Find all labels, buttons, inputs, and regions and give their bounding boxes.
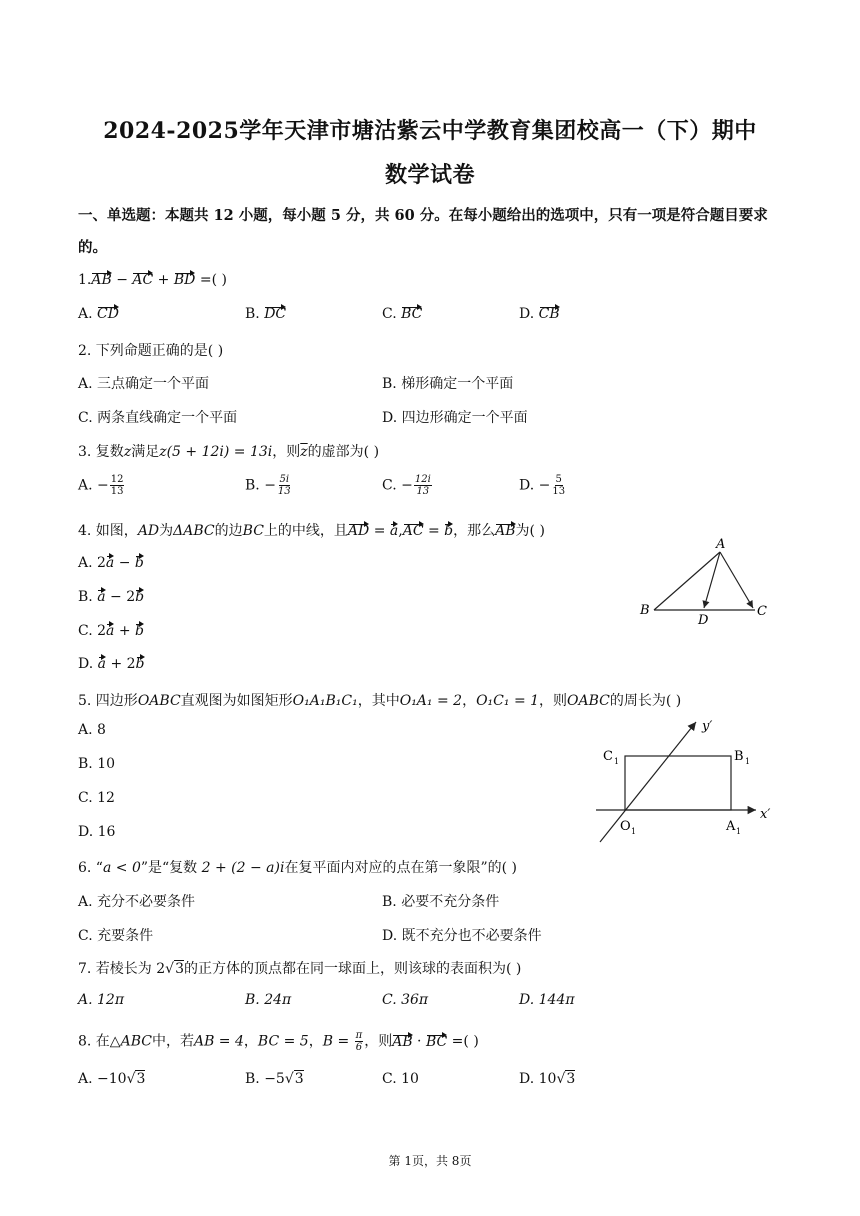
- q4-post: 为( ): [515, 523, 545, 539]
- q4-c-vec-b: b: [135, 623, 144, 639]
- q8-option-b: [245, 1071, 304, 1087]
- q8-angle-b: B =: [322, 1033, 354, 1050]
- q8-vec-ab: AB: [392, 1033, 413, 1050]
- q3-a-den: 13: [110, 486, 124, 497]
- q8-a-pre: A. −10: [78, 1071, 127, 1087]
- q6-option-b: B. 必要不充分条件: [382, 894, 500, 910]
- q5-mid3: ，则: [539, 693, 568, 709]
- q3-b-num: 5i: [279, 474, 290, 485]
- q4-mid2: 的边: [214, 523, 243, 539]
- q4-c-vec-a: a: [106, 623, 115, 639]
- q4-fig-vec-ad: [704, 552, 720, 608]
- q7-option-b: B. 24π: [245, 992, 292, 1008]
- q8-abc: ABC: [120, 1033, 152, 1050]
- q7-pre: 7. 若棱长为 2: [78, 961, 166, 977]
- q4-a-vec-b: b: [134, 555, 144, 571]
- q4-eq2: =: [423, 523, 445, 539]
- q2-option-d: D. 四边形确定一个平面: [382, 410, 528, 426]
- q5-rect: O₁A₁B₁C₁: [292, 693, 358, 709]
- q4-option-d: [78, 656, 145, 672]
- q5-oabc: OABC: [137, 693, 181, 709]
- q3-option-d: [519, 474, 567, 497]
- q8-d-pre: D. 10: [519, 1071, 557, 1087]
- q5-mid2: ，其中: [357, 693, 400, 709]
- q3-c-den: 13: [416, 486, 430, 497]
- q1-d-vec: CB: [538, 306, 560, 322]
- question-1-stem: [78, 272, 227, 288]
- q5-option-d: D. 16: [78, 824, 116, 840]
- q8-vec-bc: BC: [425, 1033, 448, 1050]
- q5-fig-sub-b1: 1: [745, 757, 751, 766]
- q4-b-vec-b: b: [135, 589, 145, 605]
- q4-vec-a: a: [389, 523, 399, 539]
- q6-mid: ”是“复数: [140, 860, 202, 876]
- q8-frac: [355, 1030, 364, 1053]
- title-line-2: 数学试卷: [384, 162, 475, 188]
- q4-option-b: [78, 589, 144, 605]
- q1-d-label: D.: [519, 306, 535, 322]
- q1-option-c: [382, 306, 422, 322]
- q6-pre: 6. “: [78, 860, 103, 876]
- q5-fig-label-o1: O: [620, 819, 631, 834]
- q4-bc: BC: [242, 523, 264, 539]
- q5-post: 的周长为( ): [609, 693, 682, 709]
- q4-b-vec-a: a: [97, 589, 106, 605]
- q3-equation: z(5 + 12i) = 13i: [159, 444, 273, 460]
- q3-c-frac: [414, 474, 432, 497]
- section-1-heading-cont: 的。: [78, 239, 107, 256]
- q8-d-sqrt: √3: [556, 1071, 576, 1087]
- q4-b-op: − 2: [105, 589, 136, 605]
- q3-d-frac: [551, 474, 566, 497]
- q7-radicand: 3: [175, 961, 185, 977]
- q4-b-label: B.: [78, 589, 98, 605]
- q8-option-d: [519, 1071, 575, 1087]
- q4-option-c: [78, 623, 144, 639]
- q8-ab: AB = 4: [193, 1033, 244, 1050]
- q3-b-label: B. −: [245, 477, 276, 494]
- q4-fig-label-c: C: [757, 604, 767, 619]
- q3-z-bar: $\overline{z}$: [300, 444, 308, 460]
- title-line-1: 2024-2025学年天津市塘沽紫云中学教育集团校高一（下）期中: [103, 118, 757, 144]
- question-2-stem: 2. 下列命题正确的是( ): [78, 343, 224, 359]
- q5-rectangle-figure: [590, 714, 790, 844]
- q1-minus: −: [111, 272, 133, 288]
- q8-d-radicand: 3: [566, 1071, 576, 1087]
- q3-z: z: [123, 444, 132, 460]
- q5-option-c: C. 12: [78, 790, 115, 806]
- q8-post: =( ): [447, 1033, 479, 1050]
- q5-sep: ，: [462, 693, 477, 709]
- q8-pre: 8. 在△: [78, 1033, 121, 1050]
- q1-number: 1.: [78, 272, 92, 288]
- q3-d-num: 5: [555, 474, 562, 485]
- q5-mid1: 直观图为如图矩形: [180, 693, 293, 709]
- q5-fig-y-axis: [600, 722, 696, 842]
- q6-option-c: C. 充要条件: [78, 928, 154, 944]
- q1-b-vec: DC: [264, 306, 287, 322]
- q5-fig-label-a1: A: [726, 819, 736, 834]
- q3-mid: 满足: [131, 444, 160, 460]
- q5-pre: 5. 四边形: [78, 693, 138, 709]
- q4-fig-label-b: B: [640, 603, 650, 618]
- q8-mid1: 中，若: [151, 1033, 194, 1050]
- q4-fig-label-a: A: [716, 537, 726, 552]
- q5-option-b: B. 10: [78, 756, 116, 772]
- q1-vec-ab: AB: [91, 272, 112, 288]
- q3-c-label: C. −: [382, 477, 413, 494]
- q4-d-op: + 2: [106, 656, 136, 672]
- q5-fig-sub-c1: 1: [614, 757, 620, 766]
- q4-c-label: C. 2: [78, 623, 107, 639]
- q3-pre: 3. 复数: [78, 444, 124, 460]
- q3-d-den: 13: [552, 486, 566, 497]
- q4-mid4: ，那么: [453, 523, 496, 539]
- q7-option-d: D. 144π: [519, 992, 575, 1008]
- q4-d-vec-b: b: [135, 656, 145, 672]
- q8-dot: ·: [412, 1033, 426, 1050]
- q5-cond1: O₁A₁ = 2: [399, 693, 463, 709]
- q7-post: 的正方体的顶点都在同一球面上，则该球的表面积为( ): [184, 961, 522, 977]
- q4-vec-ad: AD: [347, 523, 370, 539]
- q8-mid2: ，则: [364, 1033, 393, 1050]
- q5-fig-label-b1: B: [734, 749, 744, 764]
- q5-fig-sub-o1: 1: [631, 827, 637, 836]
- q1-option-d: [519, 306, 560, 322]
- q4-fig-side-ab: [654, 552, 720, 610]
- q4-d-label: D.: [78, 656, 98, 672]
- q3-mid2: ，则: [272, 444, 301, 460]
- q8-a-radicand: 3: [136, 1071, 146, 1087]
- page-footer: 第 1页，共 8页: [388, 1154, 472, 1168]
- q8-frac-num: π: [355, 1030, 363, 1041]
- q4-a-vec-a: a: [105, 555, 115, 571]
- q1-c-label: C.: [382, 306, 397, 322]
- q3-option-c: [382, 474, 433, 497]
- q4-triangle-figure: [636, 536, 776, 628]
- q3-b-frac: [277, 474, 292, 497]
- q8-frac-den: 6: [355, 1042, 363, 1053]
- q4-option-a: [78, 555, 144, 571]
- q1-option-b: [245, 306, 286, 322]
- q1-b-label: B.: [245, 306, 260, 322]
- q4-a-op: −: [114, 555, 135, 571]
- q3-b-den: 13: [277, 486, 291, 497]
- q3-c-num: 12i: [414, 474, 431, 485]
- q4-comma: ,: [398, 523, 403, 539]
- q4-vec-ab: AB: [495, 523, 516, 539]
- q4-vec-ac: AC: [402, 523, 424, 539]
- q5-cond2: O₁C₁ = 1: [476, 693, 540, 709]
- q5-fig-rectangle: [625, 756, 731, 810]
- q8-sep2: ，: [308, 1033, 323, 1050]
- section-1-heading: 一、单选题：本题共 12 小题，每小题 5 分，共 60 分。在每小题给出的选项中，只有一项是符合题目要求: [78, 207, 768, 224]
- q6-option-a: A. 充分不必要条件: [78, 894, 196, 910]
- q8-bc: BC = 5: [257, 1033, 309, 1050]
- q8-b-pre: B. −5: [245, 1071, 285, 1087]
- q1-plus: +: [153, 272, 174, 288]
- q3-a-frac: [110, 474, 125, 497]
- q8-b-sqrt: √3: [284, 1071, 304, 1087]
- q7-sqrt: √3: [165, 961, 185, 977]
- q1-a-label: A.: [78, 306, 93, 322]
- q2-option-b: B. 梯形确定一个平面: [382, 376, 514, 392]
- q4-triangle: ΔABC: [173, 523, 215, 539]
- q6-expression: 2 + (2 − a)i: [201, 860, 285, 876]
- q4-mid3: 上的中线，且: [263, 523, 348, 539]
- q6-post: 在复平面内对应的点在第一象限”的( ): [284, 860, 517, 876]
- q3-post: 的虚部为( ): [307, 444, 380, 460]
- q4-a-label: A. 2: [78, 555, 106, 571]
- q8-option-a: [78, 1071, 145, 1087]
- question-4-stem: [78, 520, 545, 540]
- q1-a-vec: CD: [97, 306, 119, 322]
- q4-d-vec-a: a: [97, 656, 106, 672]
- question-7-stem: [78, 958, 521, 978]
- q1-vec-ac: AC: [132, 272, 154, 288]
- q1-tail: =( ): [195, 272, 227, 288]
- q4-eq1: =: [369, 523, 390, 539]
- q2-option-c: C. 两条直线确定一个平面: [78, 410, 238, 426]
- q4-mid1: 为: [159, 523, 174, 539]
- question-5-stem: [78, 690, 681, 710]
- q1-option-a: [78, 306, 119, 322]
- q8-a-sqrt: √3: [126, 1071, 146, 1087]
- q3-a-num: 12: [110, 474, 124, 485]
- q3-a-label: A. −: [78, 477, 109, 494]
- q4-fig-label-d: D: [698, 613, 709, 628]
- q2-option-a: A. 三点确定一个平面: [78, 376, 210, 392]
- q4-vec-b: b: [444, 523, 454, 539]
- q7-option-a: A. 12π: [78, 992, 125, 1008]
- q5-option-a: A. 8: [78, 722, 106, 738]
- q7-option-c: C. 36π: [382, 992, 429, 1008]
- q6-condition: a < 0: [102, 860, 141, 876]
- question-3-stem: [78, 441, 379, 461]
- q5-oabc2: OABC: [567, 693, 610, 709]
- q4-c-op: +: [114, 623, 136, 639]
- question-6-stem: [78, 857, 517, 877]
- q5-fig-label-y: y′: [702, 719, 713, 734]
- q8-sep1: ，: [243, 1033, 258, 1050]
- q6-option-d: D. 既不充分也不必要条件: [382, 928, 542, 944]
- q5-fig-label-c1: C: [603, 749, 613, 764]
- q1-vec-bd: BD: [173, 272, 196, 288]
- q4-fig-vec-ac: [720, 552, 753, 608]
- question-8-stem: [78, 1030, 479, 1053]
- q3-d-label: D. −: [519, 477, 551, 494]
- q4-pre: 4. 如图，: [78, 523, 138, 539]
- q1-c-vec: BC: [401, 306, 423, 322]
- q3-option-a: [78, 474, 125, 497]
- q8-option-c: C. 10: [382, 1071, 419, 1087]
- q3-option-b: [245, 474, 293, 497]
- q5-fig-sub-a1: 1: [736, 827, 742, 836]
- q8-b-radicand: 3: [294, 1071, 304, 1087]
- q5-fig-label-x: x′: [760, 807, 771, 822]
- q4-ad: AD: [137, 523, 160, 539]
